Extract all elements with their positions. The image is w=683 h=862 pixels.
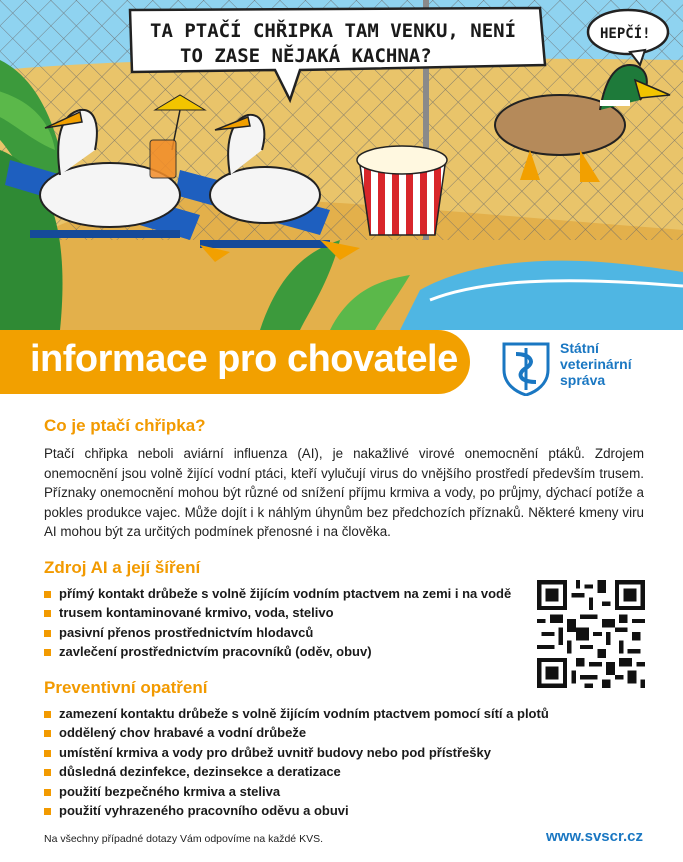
list-item: zamezení kontaktu drůbeže s volně žijícím vodním ptactvem pomocí sítí a plotů: [44, 704, 549, 723]
footer-note: Na všechny případné dotazy Vám odpovíme na každé KVS.: [44, 833, 323, 845]
svs-logo: [500, 340, 660, 400]
list-item: důsledná dezinfekce, dezinsekce a deratizace: [44, 762, 549, 781]
source-list: [44, 584, 511, 662]
section-title-prevention: Preventivní opatření: [44, 678, 208, 697]
list-item: trusem kontaminované krmivo, voda, stelivo: [44, 603, 511, 622]
list-item: použití vyhrazeného pracovního oděvu a obuvi: [44, 801, 549, 820]
list-item: použití bezpečného krmiva a steliva: [44, 782, 549, 801]
speech-bubble-line1: TA PTAČÍ CHŘIPKA TAM VENKU, NENÍ: [150, 20, 517, 42]
website-link[interactable]: www.svscr.cz: [545, 828, 643, 845]
list-item: pasivní přenos prostřednictvím hlodavců: [44, 623, 511, 642]
qr-code-icon[interactable]: [537, 580, 645, 688]
list-item: přímý kontakt drůbeže s volně žijícím vodním ptactvem na zemi i na vodě: [44, 584, 511, 603]
prevention-list: [44, 704, 549, 820]
list-item: umístění krmiva a vody pro drůbež uvnitř budovy nebo pod přístřešky: [44, 743, 549, 762]
section-title-what-is: Co je ptačí chřipka?: [44, 416, 206, 435]
page-title: informace pro chovatele: [30, 338, 458, 380]
list-item: zavlečení prostřednictvím pracovníků (oděv, obuv): [44, 642, 511, 661]
title-banner: [0, 330, 470, 394]
logo-line2: veterinární: [560, 356, 632, 372]
svs-snake-shield-icon: [500, 340, 552, 396]
speech-bubble-line2: TO ZASE NĚJAKÁ KACHNA?: [180, 45, 432, 67]
logo-line3: správa: [560, 372, 606, 388]
duck-speech-bubble: HEPČÍ!: [600, 26, 651, 42]
list-item: oddělený chov hrabavé a vodní drůbeže: [44, 723, 549, 742]
cartoon-illustration: [0, 0, 683, 330]
section-paragraph: Ptačí chřipka neboli aviární influenza (AI), je nakažlivé virové onemocnění ptáků. Zdrojem onemocnění jsou volně žijící vodní ptáci, kteří vylučují virus do vnějšího prostředí především trusem. Příznaky onemocnění mohou být různé od snížení příjmu krmiva a vody, po průjmy, dýchací potíže a pokles produkce vajec. Může dojít i k náhlým úhynům bez předchozích příznaků. Některé kmeny viru AI mohou být za určitých podmínek přenosné i na člověka.: [44, 446, 644, 539]
section-title-source: Zdroj AI a její šíření: [44, 558, 201, 577]
logo-line1: Státní: [560, 340, 599, 356]
